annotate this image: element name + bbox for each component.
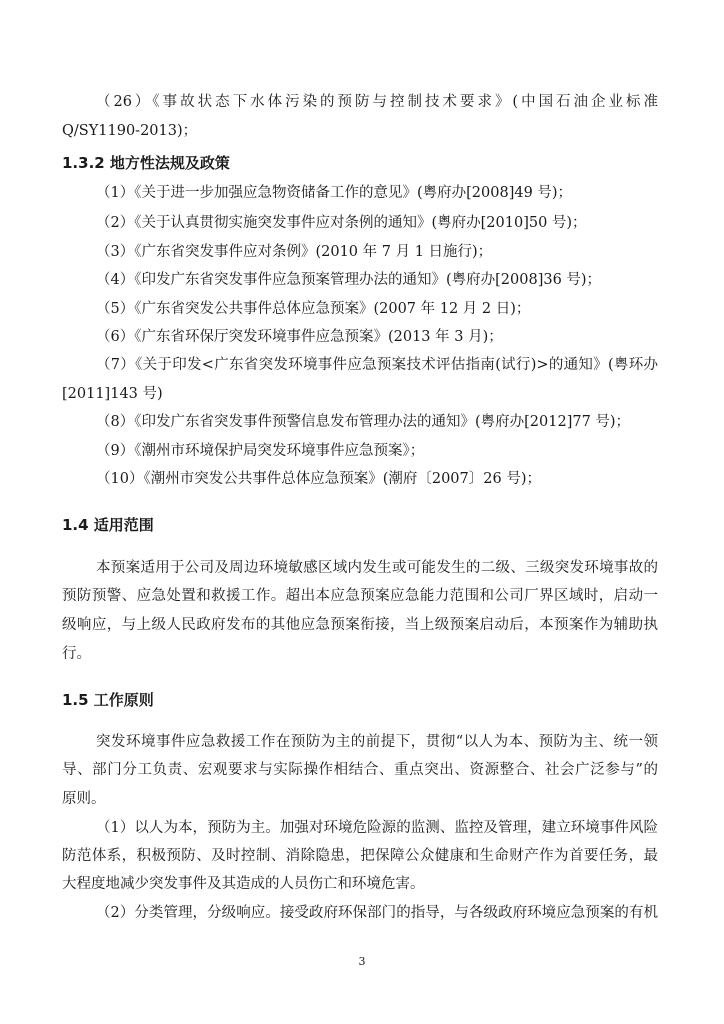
list-item: （5）《广东省突发公共事件总体应急预案》(2007 年 12 月 2 日)； [96, 301, 531, 317]
paragraph-line: 级响应，与上级人民政府发布的其他应急预案衔接，当上级预案启动后，本预案作为辅助执 [62, 617, 658, 633]
list-item: （9）《潮州市环境保护局突发环境事件应急预案》； [96, 443, 425, 459]
list-item: （2）《关于认真贯彻实施突发事件应对条例的通知》(粤府办[2010]50 号)； [96, 215, 587, 231]
list-item: （3）《广东省突发事件应对条例》(2010 年 7 月 1 日施行)； [96, 244, 493, 260]
section-heading-1-5: 1.5 工作原则 [62, 691, 154, 709]
paragraph-line: 大程度地减少突发事件及其造成的人员伤亡和环境危害。 [62, 876, 425, 892]
clause-26-line2: Q/SY1190-2013)； [62, 123, 198, 139]
list-item: （7）《关于印发<广东省突发环境事件应急预案技术评估指南(试行)>的通知》(粤环办 [96, 357, 658, 373]
paragraph-line: 本预案适用于公司及周边环境敏感区域内发生或可能发生的二级、三级突发环境事故的 [96, 560, 658, 576]
paragraph-line: 突发环境事件应急救援工作在预防为主的前提下，贯彻“以人为本、预防为主、统一领 [96, 734, 658, 750]
section-heading-1-4: 1.4 适用范围 [62, 516, 154, 534]
paragraph-line: （1）以人为本，预防为主。加强对环境危险源的监测、监控及管理，建立环境事件风险 [96, 820, 658, 836]
list-item: （10）《潮州市突发公共事件总体应急预案》(潮府〔2007〕26 号)； [96, 471, 541, 487]
list-item: （1）《关于进一步加强应急物资储备工作的意见》(粤府办[2008]49 号)； [96, 185, 573, 201]
list-item: （8）《印发广东省突发事件预警信息发布管理办法的通知》(粤府办[2012]77 号)； [96, 414, 631, 430]
paragraph-line: 导、部门分工负责、宏观要求与实际操作相结合、重点突出、资源整合、社会广泛参与”的 [62, 762, 658, 778]
clause-26-line1: （26）《事故状态下水体污染的预防与控制技术要求》(中国石油企业标准 [96, 94, 658, 110]
list-item: （4）《印发广东省突发事件应急预案管理办法的通知》(粤府办[2008]36 号)； [96, 272, 602, 288]
section-heading-1-3-2: 1.3.2 地方性法规及政策 [62, 154, 230, 172]
list-item: （6）《广东省环保厅突发环境事件应急预案》(2013 年 3 月)； [96, 329, 503, 345]
list-item-continuation: [2011]143 号) [62, 386, 163, 402]
paragraph-line: 行。 [62, 646, 91, 662]
paragraph-line: 原则。 [62, 791, 106, 807]
paragraph-line: （2）分类管理，分级响应。接受政府环保部门的指导，与各级政府环境应急预案的有机 [96, 905, 658, 921]
page-number: 3 [358, 955, 366, 968]
paragraph-line: 防范体系，积极预防、及时控制、消除隐患，把保障公众健康和生命财产作为首要任务，最 [62, 848, 658, 864]
paragraph-line: 预防预警、应急处置和救援工作。超出本应急预案应急能力范围和公司厂界区域时，启动一 [62, 588, 658, 604]
